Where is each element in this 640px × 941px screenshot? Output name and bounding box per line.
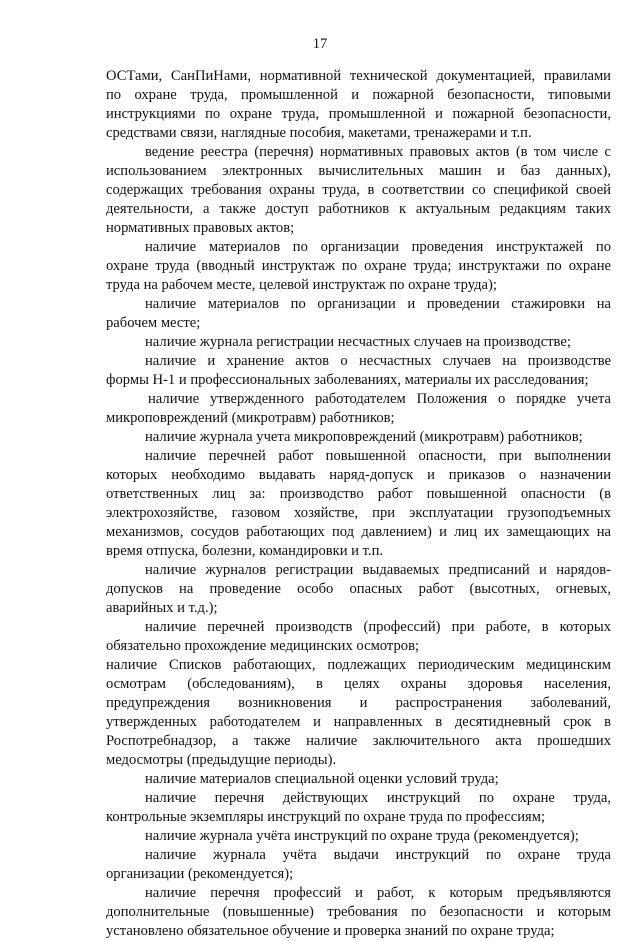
text-line: наличие перечня профессий и работ, к которым предъявляются bbox=[145, 885, 611, 901]
text-line: наличие и хранение актов о несчастных случаев на производстве bbox=[145, 353, 611, 369]
text-line: наличие перечней производств (профессий) при работе, в которых bbox=[145, 619, 611, 635]
text-line: наличие журнала регистрации несчастных случаев на производстве; bbox=[145, 334, 571, 350]
text-line: наличие материалов по организации и проведении стажировки на bbox=[145, 296, 611, 312]
text-line: содержащих требования охраны труда, в соответствии со спецификой своей bbox=[106, 182, 611, 198]
text-line: наличие журнала учёта выдачи инструкций по охране труда bbox=[145, 847, 611, 863]
text-line: наличие перечней работ повышенной опасности, при выполнении bbox=[145, 448, 611, 464]
text-line: которых необходимо выдавать наряд-допуск и приказов о назначении bbox=[106, 467, 611, 483]
text-line: утвержденных работодателем и направленных в десятидневный срок в bbox=[106, 714, 611, 730]
text-line: время отпуска, болезни, командировки и т.п. bbox=[106, 543, 384, 559]
text-line: наличие журнала учета микроповреждений (микротравм) работников; bbox=[145, 429, 583, 445]
text-line: наличие материалов специальной оценки условий труда; bbox=[145, 771, 499, 787]
text-line: по охране труда, промышленной и пожарной безопасности, типовыми bbox=[106, 87, 611, 103]
text-line: дополнительные (повышенные) требования по безопасности и которым bbox=[106, 904, 611, 920]
text-line: ведение реестра (перечня) нормативных правовых актов (в том числе с bbox=[145, 144, 611, 160]
text-line: наличие журналов регистрации выдаваемых предписаний и нарядов- bbox=[145, 562, 611, 578]
text-line: обязательно прохождение медицинских осмотров; bbox=[106, 638, 420, 654]
text-line: охране труда (вводный инструктаж по охране труда; инструктажи по охране bbox=[106, 258, 611, 274]
page-number: 17 bbox=[312, 36, 328, 52]
text-line: средствами связи, наглядные пособия, макетами, тренажерами и т.п. bbox=[106, 125, 532, 141]
text-line: осмотрам (обследованиям), в целях охраны здоровья населения, bbox=[106, 676, 611, 692]
text-line: труда на рабочем месте, целевой инструктаж по охране труда); bbox=[106, 277, 497, 293]
text-line: допусков на проведение особо опасных работ (высотных, огневых, bbox=[106, 581, 611, 597]
text-line: наличие журнала учёта инструкций по охране труда (рекомендуется); bbox=[145, 828, 579, 844]
document-body bbox=[106, 67, 611, 941]
text-line: ОСТами, СанПиНами, нормативной технической документацией, правилами bbox=[106, 68, 611, 84]
text-line: деятельности, а также доступ работников к актуальным редакциям таких bbox=[106, 201, 611, 217]
text-line: Роспотребнадзор, а также наличие заключительного акта прошедших bbox=[106, 733, 611, 749]
text-line: ответственных лиц за: производство работ повышенной опасности (в bbox=[106, 486, 611, 502]
text-line: наличие перечня действующих инструкций по охране труда, bbox=[145, 790, 611, 806]
text-line: наличие материалов по организации проведения инструктажей по bbox=[145, 239, 611, 255]
text-line: использованием электронных вычислительных машин и баз данных), bbox=[106, 163, 611, 179]
text-line: инструкциями по охране труда, промышленной и пожарной безопасности, bbox=[106, 106, 611, 122]
text-line: микроповреждений (микротравм) работников; bbox=[106, 410, 395, 426]
text-line: контрольные экземпляры инструкций по охране труда по профессиям; bbox=[106, 809, 546, 825]
text-line: предупреждения возникновения и распространения заболеваний, bbox=[106, 695, 611, 711]
text-line: наличие утвержденного работодателем Положения о порядке учета bbox=[148, 391, 611, 407]
text-line: формы Н-1 и профессиональных заболеваниях, материалы их расследования; bbox=[106, 372, 589, 388]
text-line: организации (рекомендуется); bbox=[106, 866, 294, 882]
text-line: наличие Списков работающих, подлежащих периодическим медицинским bbox=[106, 657, 611, 673]
text-line: механизмов, сосудов работающих под давлением) и лиц их замещающих на bbox=[106, 524, 611, 540]
text-line: рабочем месте; bbox=[106, 315, 201, 331]
text-line: электрохозяйстве, газовом хозяйстве, при эксплуатации грузоподъемных bbox=[106, 505, 611, 521]
text-line: установлено обязательное обучение и проверка знаний по охране труда; bbox=[106, 923, 555, 939]
text-line: нормативных правовых актов; bbox=[106, 220, 295, 236]
text-line: медосмотры (предыдущие периоды). bbox=[106, 752, 337, 768]
text-line: аварийных и т.д.); bbox=[106, 600, 218, 616]
